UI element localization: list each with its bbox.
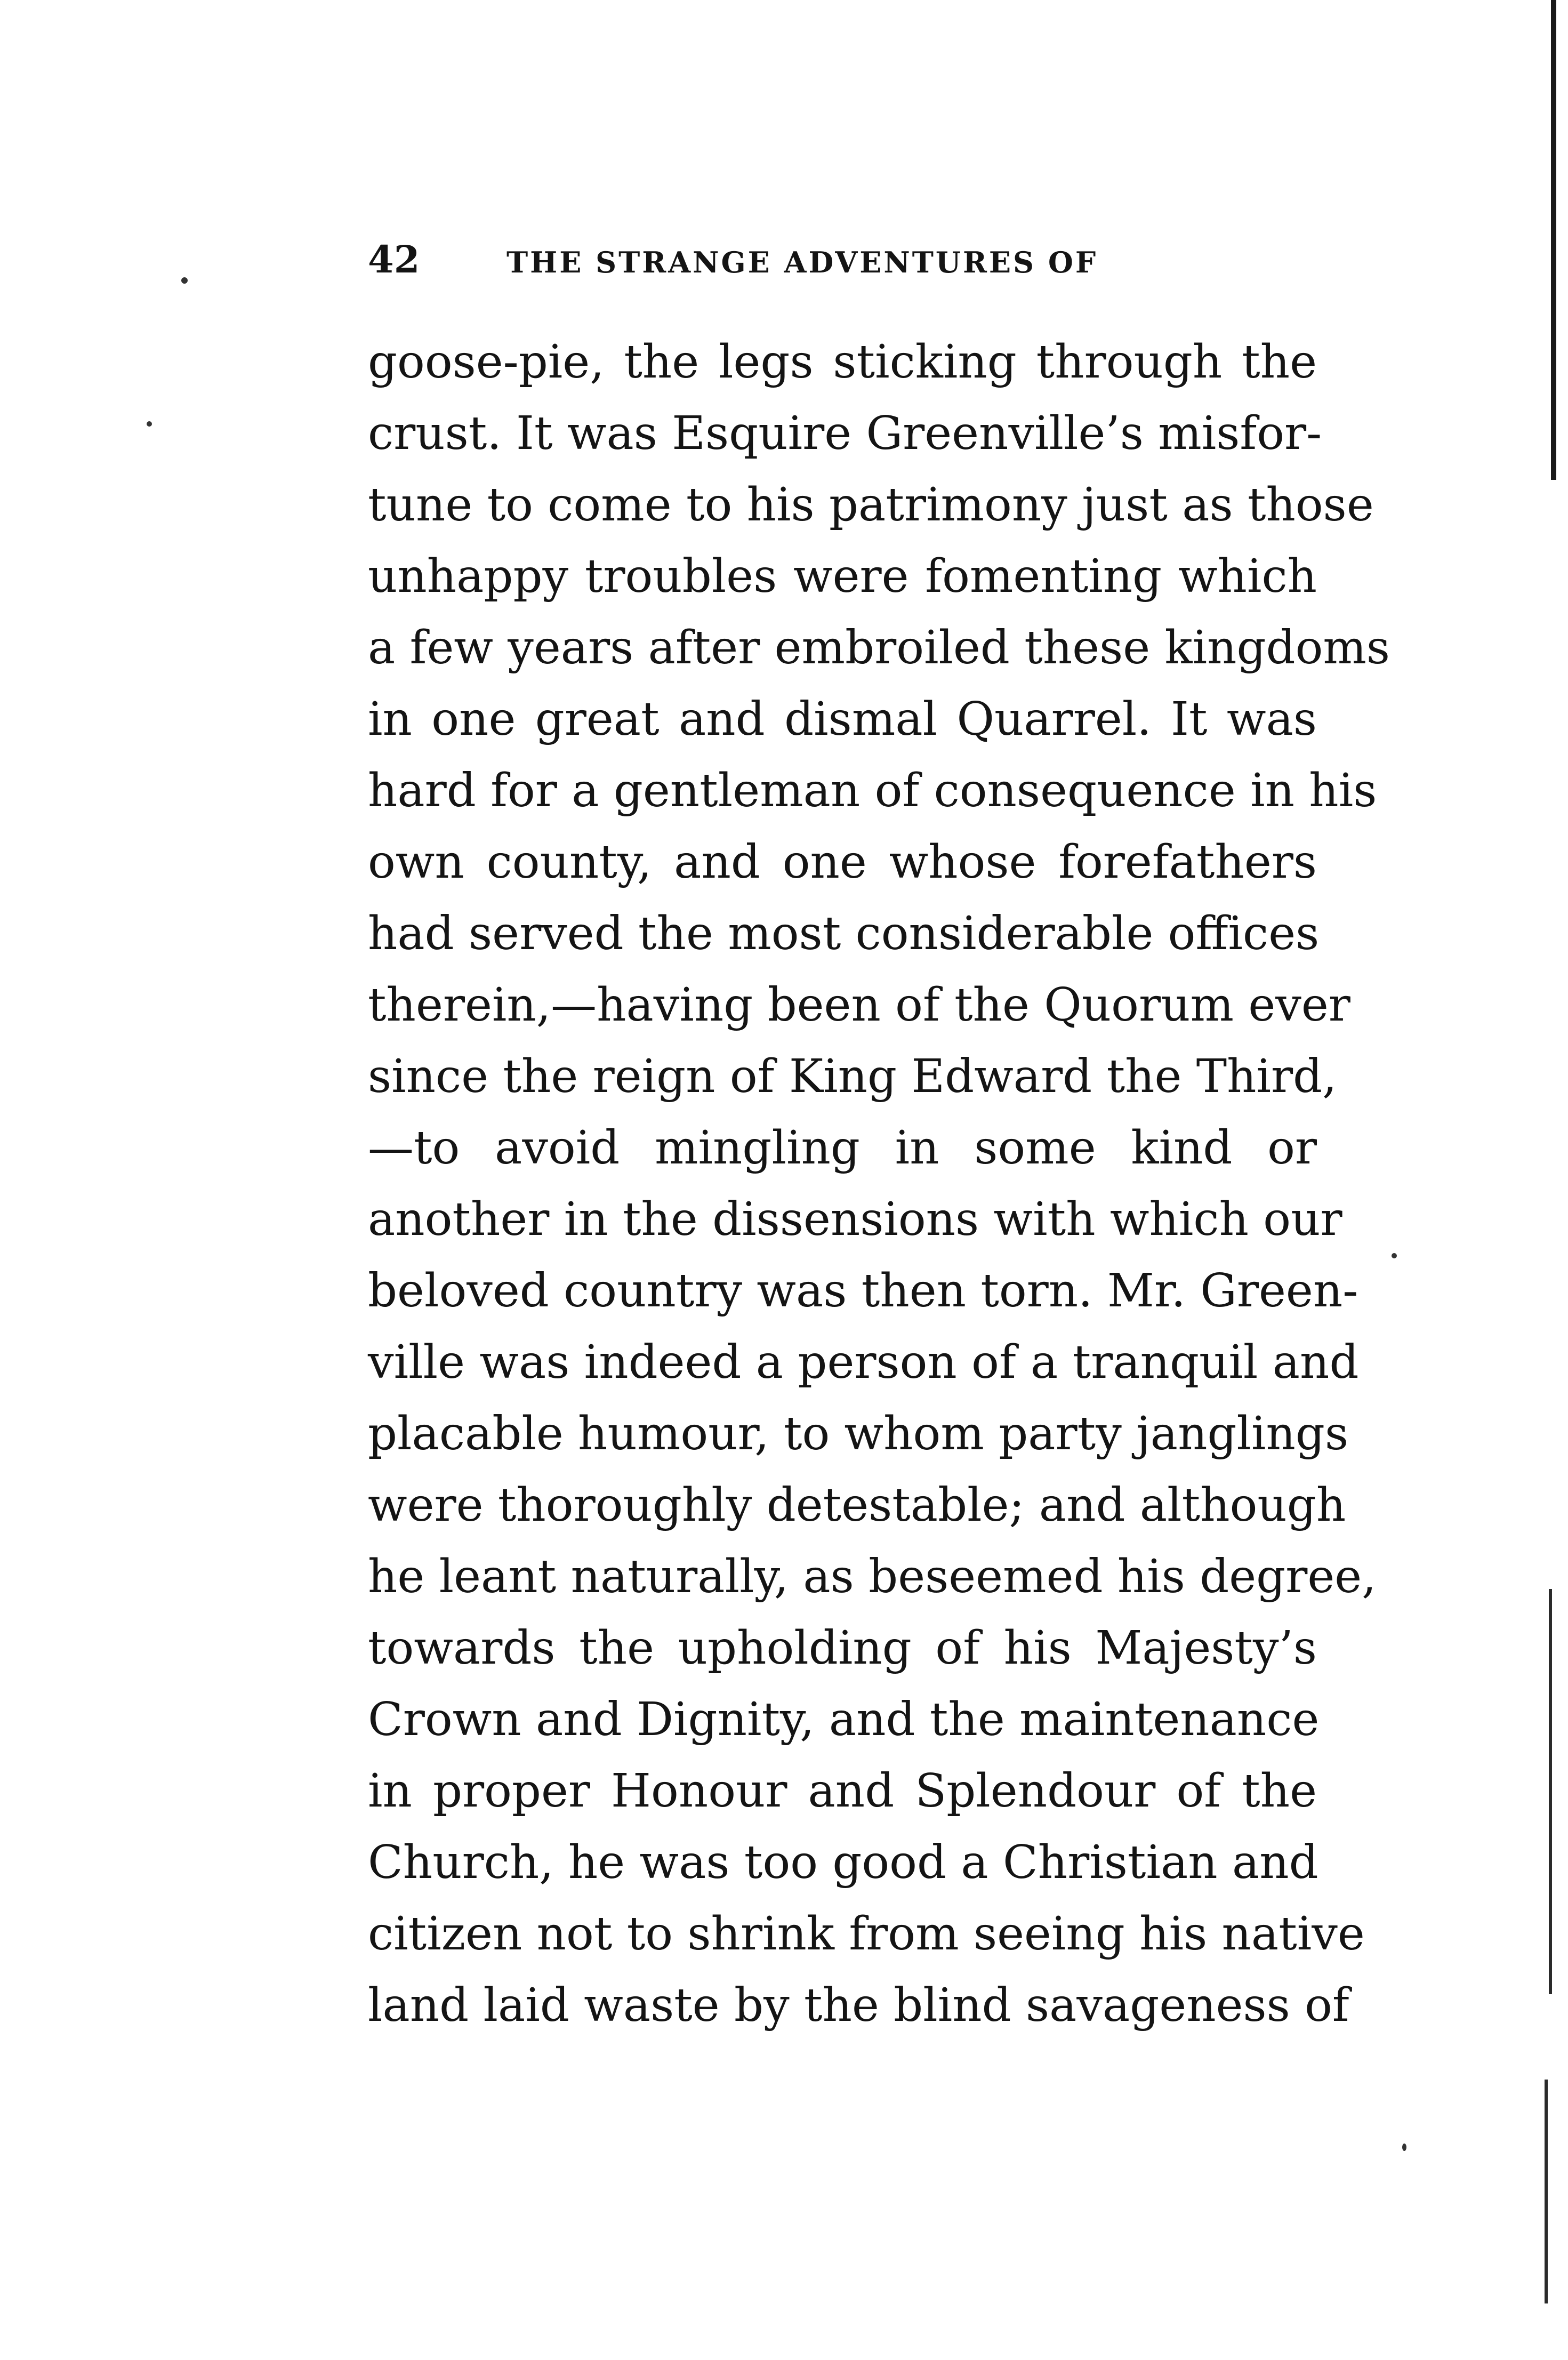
- text-line: —to avoid mingling in some kind or: [368, 1121, 1317, 1175]
- text-line: Church, he was too good a Christian and: [368, 1836, 1318, 1889]
- text-line: placable humour, to whom party janglings: [368, 1407, 1349, 1460]
- text-line: beloved country was then torn. Mr. Green-: [368, 1264, 1358, 1318]
- text-line: were thoroughly detestable; and although: [368, 1479, 1346, 1532]
- text-line: unhappy troubles were fomenting which: [368, 550, 1317, 603]
- running-title: THE STRANGE ADVENTURES OF: [506, 245, 1098, 279]
- text-line: own county, and one whose forefathers: [368, 836, 1317, 889]
- text-line: citizen not to shrink from seeing his native: [368, 1907, 1365, 1961]
- page-number: 42: [368, 237, 420, 282]
- running-head: [368, 237, 1328, 285]
- text-line: in one great and dismal Quarrel. It was: [368, 693, 1317, 746]
- text-line: since the reign of King Edward the Third,: [368, 1050, 1337, 1103]
- text-line: hard for a gentleman of consequence in his: [368, 764, 1377, 817]
- text-line: land laid waste by the blind savageness of: [368, 1979, 1349, 2032]
- text-line: another in the dissensions with which our: [368, 1193, 1342, 1246]
- text-line: a few years after embroiled these kingdoms: [368, 621, 1390, 675]
- text-line: ville was indeed a person of a tranquil and: [368, 1336, 1359, 1389]
- text-line: therein,—having been of the Quorum ever: [368, 978, 1350, 1032]
- text-line: he leant naturally, as beseemed his degree,: [368, 1550, 1377, 1603]
- text-line: towards the upholding of his Majesty’s: [368, 1622, 1317, 1675]
- text-line: in proper Honour and Splendour of the: [368, 1764, 1317, 1818]
- text-line: Crown and Dignity, and the maintenance: [368, 1693, 1320, 1746]
- body-text: [368, 326, 1390, 2041]
- text-line: had served the most considerable offices: [368, 907, 1320, 960]
- text-line: crust. It was Esquire Greenville’s misfor-: [368, 407, 1322, 460]
- text-line: goose-pie, the legs sticking through the: [368, 335, 1317, 389]
- text-line: tune to come to his patrimony just as those: [368, 478, 1374, 532]
